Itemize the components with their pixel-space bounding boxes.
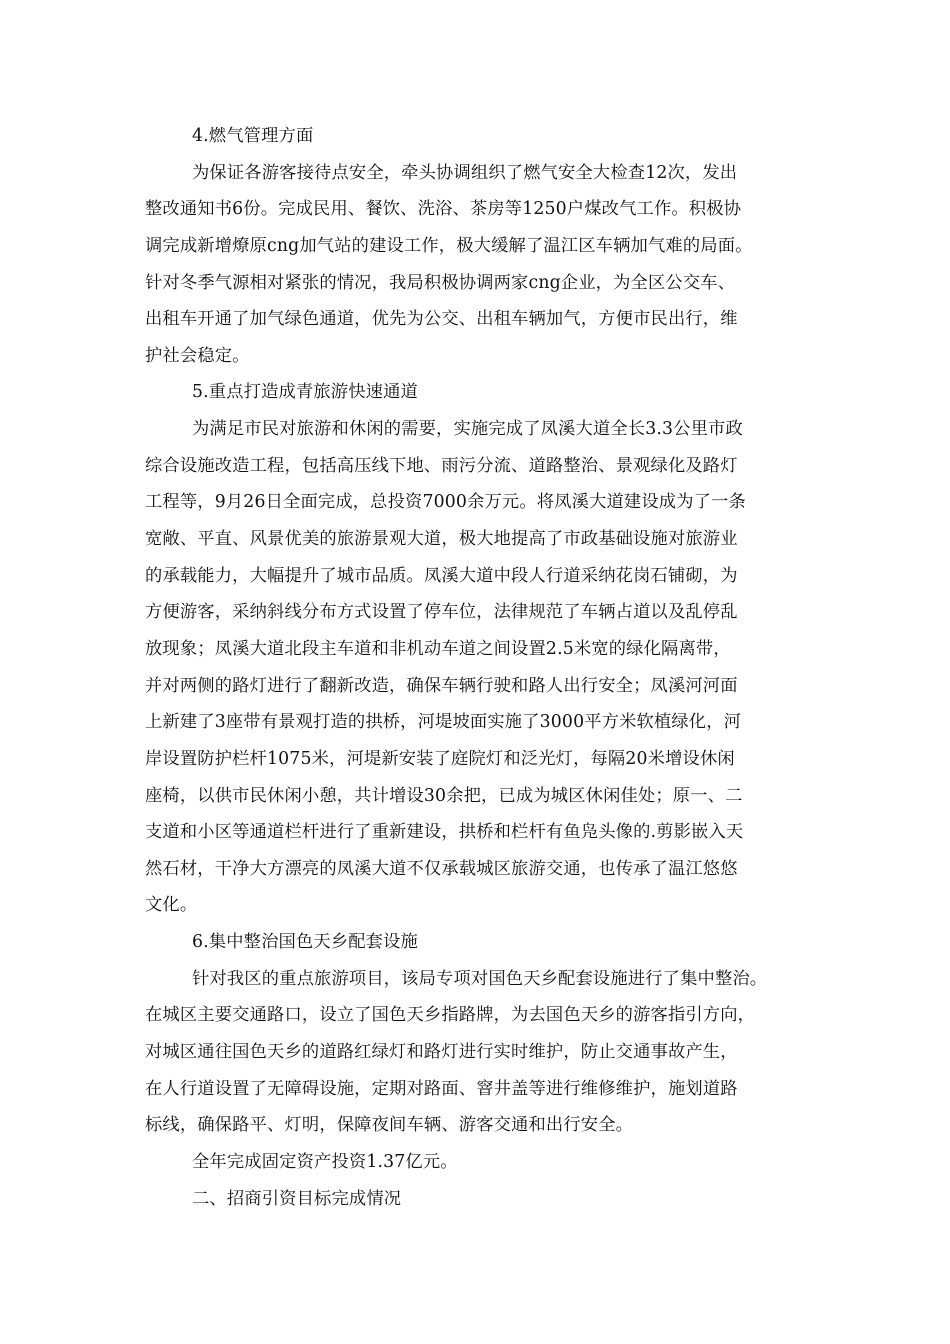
paragraph-line: 整改通知书6份。完成民用、餐饮、洗浴、茶房等1250户煤改气工作。积极协 bbox=[145, 199, 742, 220]
paragraph-line: 为满足市民对旅游和休闲的需要，实施完成了凤溪大道全长3.3公里市政 bbox=[192, 419, 743, 440]
paragraph-line: 为保证各游客接待点安全，牵头协调组织了燃气安全大检查12次，发出 bbox=[192, 162, 738, 183]
paragraph-line: 调完成新增燎原cng加气站的建设工作，极大缓解了温江区车辆加气难的局面。 bbox=[145, 235, 753, 256]
paragraph-line: 然石材，干净大方漂亮的凤溪大道不仅承载城区旅游交通，也传承了温江悠悠 bbox=[145, 858, 738, 879]
section-heading: 5.重点打造成青旅游快速通道 bbox=[192, 382, 418, 403]
paragraph-line: 工程等，9月26日全面完成，总投资7000余万元。将凤溪大道建设成为了一条 bbox=[145, 492, 746, 513]
paragraph-line: 文化。 bbox=[145, 895, 198, 916]
paragraph-line: 上新建了3座带有景观打造的拱桥，河堤坡面实施了3000平方米软植绿化，河 bbox=[145, 712, 742, 733]
section-heading: 4.燃气管理方面 bbox=[192, 126, 314, 146]
paragraph-line: 对城区通往国色天乡的道路红绿灯和路灯进行实时维护，防止交通事故产生， bbox=[145, 1042, 738, 1063]
document-body bbox=[145, 118, 820, 1217]
section-heading: 6.集中整治国色天乡配套设施 bbox=[192, 932, 418, 953]
paragraph-line: 岸设置防护栏杆1075米，河堤新安装了庭院灯和泛光灯，每隔20米增设休闲 bbox=[145, 748, 735, 769]
paragraph-line: 针对冬季气源相对紧张的情况，我局积极协调两家cng企业，为全区公交车、 bbox=[145, 272, 736, 293]
paragraph-line: 宽敞、平直、风景优美的旅游景观大道，极大地提高了市政基础设施对旅游业 bbox=[145, 529, 738, 550]
section-heading: 二、招商引资目标完成情况 bbox=[192, 1188, 402, 1209]
paragraph-line: 的承载能力，大幅提升了城市品质。凤溪大道中段人行道采纳花岗石铺砌，为 bbox=[145, 565, 738, 586]
paragraph-line: 方便游客，采纳斜线分布方式设置了停车位，法律规范了车辆占道以及乱停乱 bbox=[145, 602, 738, 623]
paragraph-line: 综合设施改造工程，包括高压线下地、雨污分流、道路整治、景观绿化及路灯 bbox=[145, 455, 738, 476]
paragraph-line: 标线，确保路平、灯明，保障夜间车辆、游客交通和出行安全。 bbox=[145, 1115, 634, 1136]
summary-line: 全年完成固定资产投资1.37亿元。 bbox=[192, 1151, 458, 1172]
paragraph-line: 座椅，以供市民休闲小憩，共计增设30余把，已成为城区休闲佳处；原一、二 bbox=[145, 785, 743, 806]
paragraph-line: 出租车开通了加气绿色通道，优先为公交、出租车辆加气，方便市民出行，维 bbox=[145, 309, 738, 330]
paragraph-line: 在城区主要交通路口，设立了国色天乡指路牌，为去国色天乡的游客指引方向， bbox=[145, 1005, 756, 1026]
paragraph-line: 护社会稳定。 bbox=[145, 345, 250, 366]
paragraph-line: 支道和小区等通道栏杆进行了重新建设，拱桥和栏杆有鱼凫头像的.剪影嵌入天 bbox=[145, 822, 744, 843]
paragraph-line: 放现象；凤溪大道北段主车道和非机动车道之间设置2.5米宽的绿化隔离带， bbox=[145, 638, 731, 659]
paragraph-line: 针对我区的重点旅游项目，该局专项对国色天乡配套设施进行了集中整治。 bbox=[192, 968, 768, 989]
paragraph-line: 在人行道设置了无障碍设施，定期对路面、窨井盖等进行维修维护，施划道路 bbox=[145, 1078, 738, 1099]
paragraph-line: 并对两侧的路灯进行了翻新改造，确保车辆行驶和路人出行安全；凤溪河河面 bbox=[145, 675, 738, 696]
